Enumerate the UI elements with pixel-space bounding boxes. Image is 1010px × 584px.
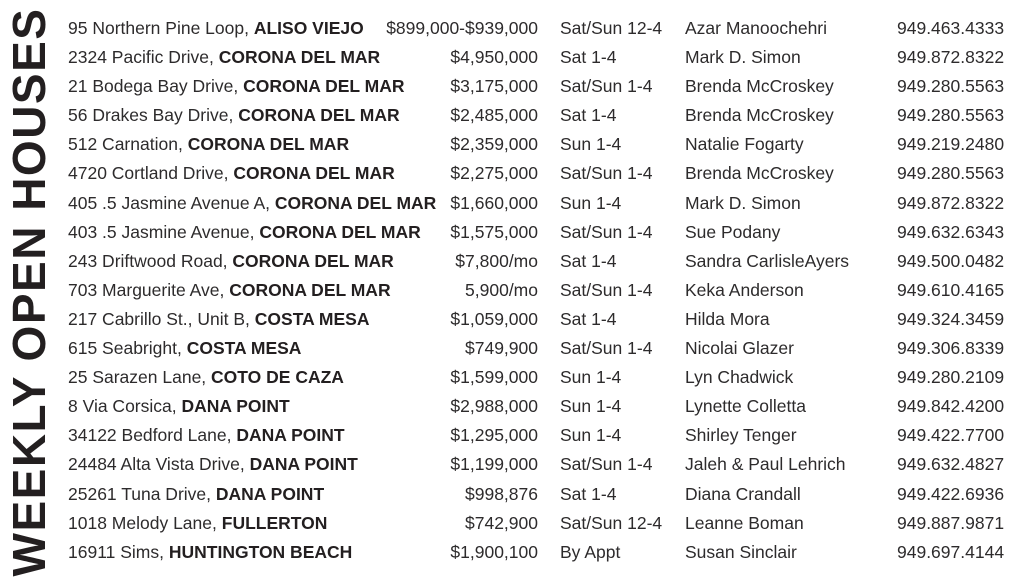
listing-address	[68, 509, 327, 538]
listing-row	[68, 392, 1008, 421]
listing-time: Sat 1-4	[560, 47, 617, 68]
listing-address-cell	[68, 538, 538, 567]
listing-phone: 949.463.4333	[897, 18, 1005, 38]
listing-agent: Lyn Chadwick	[685, 367, 794, 388]
listing-address-cell	[68, 130, 538, 159]
listing-phone: 949.872.8322	[897, 47, 1005, 68]
listing-row	[68, 509, 1008, 538]
listing-agent: Diana Crandall	[685, 483, 801, 504]
listing-agent: Keka Anderson	[685, 279, 804, 300]
listing-time: Sat/Sun 1-4	[560, 76, 653, 97]
listing-time: Sat/Sun 12-4	[560, 18, 663, 38]
listing-phone: 949.610.4165	[897, 279, 1005, 300]
listing-street: 8 Via Corsica,	[68, 396, 177, 417]
listing-row	[68, 101, 1008, 130]
listing-address-cell	[68, 450, 538, 479]
listing-phone: 949.422.7700	[897, 425, 1005, 446]
listing-time: Sat/Sun 1-4	[560, 279, 653, 300]
listing-agent: Mark D. Simon	[685, 192, 801, 213]
listing-time: Sat/Sun 1-4	[560, 338, 653, 359]
listing-phone: 949.280.5563	[897, 105, 1005, 126]
listing-address-cell	[68, 14, 538, 43]
listing-city: DANA POINT	[181, 396, 290, 417]
listing-city: CORONA DEL MAR	[187, 134, 350, 155]
listing-row	[68, 14, 1008, 43]
listing-row	[68, 72, 1008, 101]
listing-street: 24484 Alta Vista Drive,	[68, 454, 245, 475]
listing-street: 95 Northern Pine Loop,	[68, 18, 249, 38]
listing-phone: 949.219.2480	[897, 134, 1005, 155]
listing-city: DANA POINT	[249, 454, 358, 475]
listing-phone: 949.842.4200	[897, 396, 1005, 417]
listing-address-cell	[68, 159, 538, 188]
listing-price: $2,359,000	[450, 134, 538, 155]
listing-row	[68, 363, 1008, 392]
listing-time: Sat 1-4	[560, 308, 617, 329]
listing-time: By Appt	[560, 541, 621, 562]
listing-agent: Brenda McCroskey	[685, 105, 834, 126]
listing-address-cell	[68, 247, 538, 276]
listing-phone: 949.632.6343	[897, 221, 1005, 242]
listing-time: Sun 1-4	[560, 396, 622, 417]
listing-city: DANA POINT	[215, 483, 325, 504]
listing-address-cell	[68, 480, 538, 509]
listing-row	[68, 130, 1008, 159]
listing-phone: 949.280.5563	[897, 163, 1005, 184]
listing-agent: Lynette Colletta	[685, 396, 806, 417]
listing-street: 16911 Sims,	[68, 541, 164, 562]
listing-agent: Shirley Tenger	[685, 425, 797, 446]
listing-address-cell	[68, 218, 538, 247]
listing-row	[68, 43, 1008, 72]
listing-price: $1,599,000	[450, 367, 538, 388]
listing-price: 5,900/mo	[465, 279, 538, 300]
listing-address	[68, 538, 352, 567]
listing-agent: Sue Podany	[685, 221, 781, 242]
listing-street: 403 .5 Jasmine Avenue,	[68, 221, 255, 242]
listing-street: 34122 Bedford Lane,	[68, 425, 232, 446]
listing-address	[68, 276, 391, 305]
listing-address	[68, 14, 364, 43]
listing-phone: 949.306.8339	[897, 338, 1005, 359]
listing-phone: 949.887.9871	[897, 512, 1005, 533]
listing-agent: Brenda McCroskey	[685, 163, 834, 184]
listing-address-cell	[68, 363, 538, 392]
listing-phone: 949.324.3459	[897, 308, 1005, 329]
listing-address	[68, 247, 394, 276]
listing-city: FULLERTON	[221, 512, 328, 533]
listing-address	[68, 218, 421, 247]
listing-time: Sat 1-4	[560, 483, 617, 504]
listing-price: $3,175,000	[450, 76, 538, 97]
listing-address-cell	[68, 189, 538, 218]
listings-table	[68, 14, 1008, 567]
listing-address	[68, 189, 436, 218]
listing-city: COSTA MESA	[254, 308, 370, 329]
listing-address	[68, 334, 301, 363]
listing-address	[68, 480, 324, 509]
listing-address	[68, 101, 400, 130]
listing-street: 1018 Melody Lane,	[68, 512, 217, 533]
listing-row	[68, 276, 1008, 305]
listing-phone: 949.632.4827	[897, 454, 1005, 475]
listing-city: CORONA DEL MAR	[232, 250, 394, 271]
page-title: WEEKLY OPEN HOUSES	[3, 7, 55, 577]
listing-price: $2,275,000	[450, 163, 538, 184]
listing-row	[68, 305, 1008, 334]
listing-price: $1,199,000	[450, 454, 538, 475]
listing-price: $1,575,000	[450, 221, 538, 242]
listing-address-cell	[68, 509, 538, 538]
listing-city: DANA POINT	[236, 425, 345, 446]
listing-city: HUNTINGTON BEACH	[168, 541, 353, 562]
listing-row	[68, 189, 1008, 218]
listing-row	[68, 480, 1008, 509]
listing-street: 56 Drakes Bay Drive,	[68, 105, 234, 126]
listing-city: COSTA MESA	[186, 338, 302, 359]
listing-address	[68, 72, 405, 101]
listing-time: Sun 1-4	[560, 134, 622, 155]
listing-price: $4,950,000	[450, 47, 538, 68]
listing-phone: 949.280.5563	[897, 76, 1005, 97]
listing-street: 243 Driftwood Road,	[68, 250, 228, 271]
listing-address	[68, 43, 380, 72]
listing-city: CORONA DEL MAR	[259, 221, 421, 242]
listing-time: Sun 1-4	[560, 367, 622, 388]
listing-agent: Jaleh & Paul Lehrich	[685, 454, 846, 475]
listing-price: $1,900,100	[450, 541, 538, 562]
listing-row	[68, 450, 1008, 479]
listing-price: $742,900	[465, 512, 538, 533]
listing-row	[68, 159, 1008, 188]
listing-address-cell	[68, 334, 538, 363]
listing-address-cell	[68, 72, 538, 101]
listing-row	[68, 247, 1008, 276]
listing-time: Sat/Sun 1-4	[560, 163, 653, 184]
listing-price: $7,800/mo	[455, 250, 538, 271]
listing-row	[68, 538, 1008, 567]
listing-city: CORONA DEL MAR	[218, 47, 381, 68]
listing-agent: Mark D. Simon	[685, 47, 801, 68]
listing-price: $749,900	[465, 338, 538, 359]
listing-address	[68, 159, 395, 188]
listing-row	[68, 421, 1008, 450]
listing-agent: Brenda McCroskey	[685, 76, 834, 97]
listing-price: $998,876	[465, 483, 538, 504]
listing-time: Sat/Sun 1-4	[560, 221, 653, 242]
listing-price: $1,660,000	[450, 192, 538, 213]
listing-city: CORONA DEL MAR	[238, 105, 400, 126]
listing-address	[68, 363, 344, 392]
listing-phone: 949.422.6936	[897, 483, 1005, 504]
listing-price: $2,485,000	[450, 105, 538, 126]
listing-address	[68, 392, 290, 421]
listing-address	[68, 450, 358, 479]
listing-price: $2,988,000	[450, 396, 538, 417]
listing-city: CORONA DEL MAR	[233, 163, 395, 184]
listing-city: CORONA DEL MAR	[243, 76, 405, 97]
listing-address-cell	[68, 101, 538, 130]
listing-address	[68, 305, 370, 334]
listing-price: $1,295,000	[450, 425, 538, 446]
listing-street: 2324 Pacific Drive,	[68, 47, 214, 68]
listing-time: Sun 1-4	[560, 192, 622, 213]
listing-agent: Susan Sinclair	[685, 541, 797, 562]
listing-time: Sat/Sun 12-4	[560, 512, 663, 533]
listing-time: Sat/Sun 1-4	[560, 454, 653, 475]
listing-time: Sat 1-4	[560, 105, 617, 126]
listing-agent: Nicolai Glazer	[685, 338, 794, 359]
listing-city: ALISO VIEJO	[253, 18, 364, 38]
listing-agent: Azar Manoochehri	[685, 18, 828, 38]
listing-street: 615 Seabright,	[68, 338, 182, 359]
listing-city: CORONA DEL MAR	[229, 279, 391, 300]
listing-street: 405 .5 Jasmine Avenue A,	[68, 192, 271, 213]
listing-phone: 949.872.8322	[897, 192, 1005, 213]
listing-street: 512 Carnation,	[68, 134, 183, 155]
listing-phone: 949.280.2109	[897, 367, 1005, 388]
listing-agent: Leanne Boman	[685, 512, 804, 533]
listing-price: $1,059,000	[450, 308, 538, 329]
listing-street: 217 Cabrillo St., Unit B,	[68, 308, 250, 329]
listing-address-cell	[68, 43, 538, 72]
listing-address-cell	[68, 276, 538, 305]
listing-agent: Natalie Fogarty	[685, 134, 804, 155]
vertical-banner	[0, 0, 58, 584]
listing-address	[68, 130, 349, 159]
listing-street: 4720 Cortland Drive,	[68, 163, 229, 184]
listing-address-cell	[68, 392, 538, 421]
listing-address-cell	[68, 305, 538, 334]
listing-street: 21 Bodega Bay Drive,	[68, 76, 239, 97]
listing-price: $899,000-$939,000	[386, 18, 538, 38]
listing-phone: 949.697.4144	[897, 541, 1005, 562]
listing-street: 703 Marguerite Ave,	[68, 279, 225, 300]
listing-street: 25 Sarazen Lane,	[68, 367, 207, 388]
listing-city: CORONA DEL MAR	[274, 192, 437, 213]
listing-agent: Sandra CarlisleAyers	[685, 250, 850, 271]
listing-street: 25261 Tuna Drive,	[68, 483, 212, 504]
listing-phone: 949.500.0482	[897, 250, 1005, 271]
listing-row	[68, 334, 1008, 363]
listing-agent: Hilda Mora	[685, 308, 770, 329]
listing-address-cell	[68, 421, 538, 450]
listing-row	[68, 218, 1008, 247]
listing-address	[68, 421, 345, 450]
listing-city: COTO DE CAZA	[211, 367, 344, 388]
listing-time: Sun 1-4	[560, 425, 622, 446]
listing-time: Sat 1-4	[560, 250, 617, 271]
